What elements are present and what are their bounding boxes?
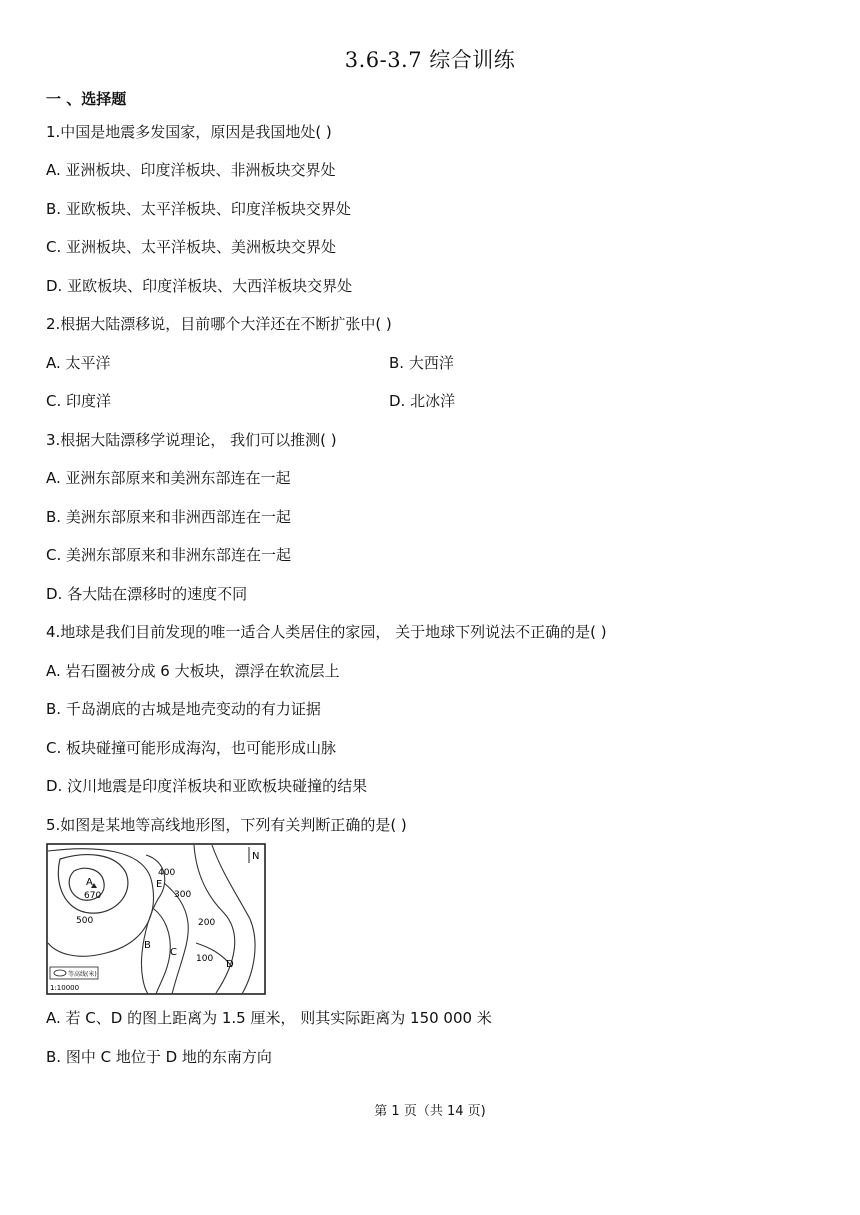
question-3-option-d: D. 各大陆在漂移时的速度不同 [46, 585, 248, 603]
map-label-peak-elevation: 670 [84, 891, 102, 901]
question-4-option-c: C. 板块碰撞可能形成海沟，也可能形成山脉 [46, 739, 337, 757]
question-3-option-a: A. 亚洲东部原来和美洲东部连在一起 [46, 469, 291, 487]
document-title: 3.6-3.7 综合训练 [344, 48, 516, 72]
map-label-d: D [226, 959, 234, 970]
map-label-c: C [170, 947, 177, 958]
map-scale-label: 1:10000 [50, 984, 80, 992]
section-heading: 一 、选择题 [46, 90, 127, 108]
question-1-option-a: A. 亚洲板块、印度洋板块、非洲板块交界处 [46, 161, 336, 179]
question-3-stem: 3.根据大陆漂移学说理论， 我们可以推测( ) [46, 431, 337, 449]
question-4-option-b: B. 千岛湖底的古城是地壳变动的有力证据 [46, 700, 321, 718]
map-label-300: 300 [174, 890, 192, 900]
question-1-stem: 1.中国是地震多发国家，原因是我国地处( ) [46, 123, 332, 141]
question-2-option-a: A. 太平洋 [46, 354, 111, 372]
question-2-option-b: B. 大西洋 [389, 354, 454, 372]
question-2-option-c: C. 印度洋 [46, 392, 112, 410]
question-3-option-b: B. 美洲东部原来和非洲西部连在一起 [46, 508, 291, 526]
question-4-stem: 4.地球是我们目前发现的唯一适合人类居住的家园， 关于地球下列说法不正确的是( ) [46, 623, 607, 641]
contour-map-figure [46, 843, 266, 995]
question-2-stem: 2.根据大陆漂移说，目前哪个大洋还在不断扩张中( ) [46, 315, 392, 333]
question-5-option-b: B. 图中 C 地位于 D 地的东南方向 [46, 1048, 272, 1066]
map-label-e: E [156, 879, 163, 890]
question-1-option-d: D. 亚欧板块、印度洋板块、大西洋板块交界处 [46, 277, 353, 295]
map-legend-label: 等高线(米) [68, 971, 97, 978]
question-1-option-b: B. 亚欧板块、太平洋板块、印度洋板块交界处 [46, 200, 351, 218]
question-5-option-a: A. 若 C、D 的图上距离为 1.5 厘米， 则其实际距离为 150 000 米 [46, 1009, 492, 1027]
map-label-200: 200 [198, 918, 216, 928]
map-label-400: 400 [158, 868, 176, 878]
north-arrow-label: N [252, 851, 260, 862]
map-label-a: A [86, 877, 93, 888]
question-3-option-c: C. 美洲东部原来和非洲东部连在一起 [46, 546, 292, 564]
question-2-option-d: D. 北冰洋 [389, 392, 456, 410]
question-1-option-c: C. 亚洲板块、太平洋板块、美洲板块交界处 [46, 238, 337, 256]
question-4-option-d: D. 汶川地震是印度洋板块和亚欧板块碰撞的结果 [46, 777, 368, 795]
page-footer: 第 1 页（共 14 页) [374, 1104, 486, 1119]
map-label-b: B [144, 940, 151, 951]
map-label-100: 100 [196, 954, 214, 964]
question-5-stem: 5.如图是某地等高线地形图，下列有关判断正确的是( ) [46, 816, 407, 834]
question-4-option-a: A. 岩石圈被分成 6 大板块，漂浮在软流层上 [46, 662, 340, 680]
map-label-500: 500 [76, 916, 94, 926]
